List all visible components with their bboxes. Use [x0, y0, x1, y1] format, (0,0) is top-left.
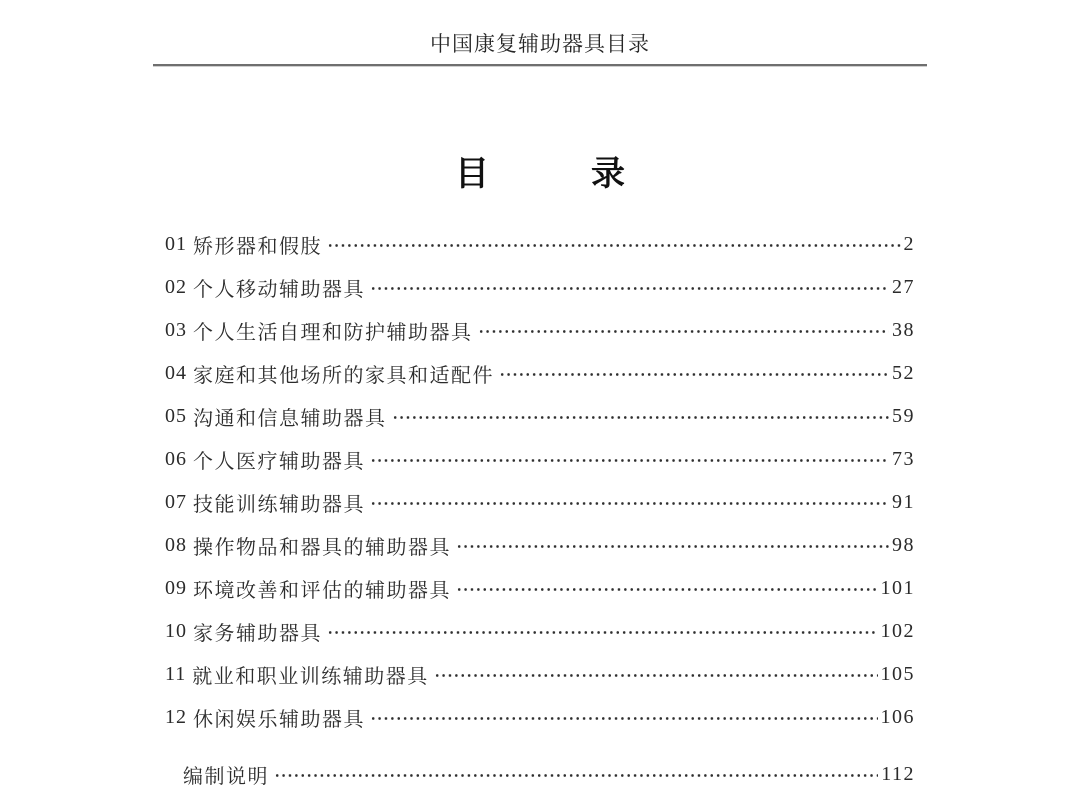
toc-entry — [165, 309, 915, 352]
toc-entry-page: 59 — [892, 405, 915, 427]
dot-leader — [392, 416, 890, 419]
appendix-page: 112 — [881, 763, 915, 785]
toc-entry — [165, 524, 915, 567]
toc-entry-page: 102 — [880, 620, 915, 642]
toc-entry-title: 矫形器和假肢 — [193, 236, 322, 258]
toc-entry — [165, 438, 915, 481]
toc-entry-title: 个人医疗辅助器具 — [193, 451, 365, 473]
toc-entry-title: 技能训练辅助器具 — [193, 494, 365, 516]
toc-entry-page: 106 — [880, 706, 915, 728]
dot-leader — [274, 774, 878, 777]
toc-entry — [165, 266, 915, 309]
dot-leader — [434, 674, 878, 677]
dot-leader — [456, 545, 889, 548]
dot-leader — [327, 631, 878, 634]
toc-entry — [165, 610, 915, 653]
toc-entry-page: 98 — [892, 534, 915, 556]
appendix-title: 编制说明 — [183, 766, 269, 788]
toc-entry-number: 09 — [165, 577, 187, 599]
toc-entry-page: 91 — [892, 491, 915, 513]
toc-entry-number: 12 — [165, 706, 187, 728]
toc-entry-title: 家庭和其他场所的家具和适配件 — [193, 365, 494, 387]
toc-entry-number: 07 — [165, 491, 187, 513]
toc-entry — [165, 696, 915, 739]
toc-entry-number: 02 — [165, 276, 187, 298]
toc-entry-title: 就业和职业训练辅助器具 — [192, 666, 429, 688]
toc-entry-page: 73 — [892, 448, 915, 470]
toc-entry-number: 06 — [165, 448, 187, 470]
toc-entry-number: 01 — [165, 233, 187, 255]
toc-entry-page: 2 — [903, 233, 915, 255]
toc-entry-title: 家务辅助器具 — [193, 623, 322, 645]
toc-entry-title: 沟通和信息辅助器具 — [193, 408, 387, 430]
toc-entry-number: 04 — [165, 362, 187, 384]
toc-entry-page: 105 — [880, 663, 915, 685]
toc-entry-title: 休闲娱乐辅助器具 — [193, 709, 365, 731]
toc-entry-title: 个人移动辅助器具 — [193, 279, 365, 301]
toc-entry-number: 10 — [165, 620, 187, 642]
toc-entry-page: 52 — [892, 362, 915, 384]
toc-entry — [165, 223, 915, 266]
toc-entry-title: 环境改善和评估的辅助器具 — [193, 580, 451, 602]
toc-entry-number: 03 — [165, 319, 187, 341]
dot-leader — [370, 459, 889, 462]
toc-entry — [165, 395, 915, 438]
dot-leader — [370, 502, 889, 505]
toc-entry — [165, 352, 915, 395]
dot-leader — [499, 373, 889, 376]
toc-entry-page: 101 — [880, 577, 915, 599]
header-rule — [153, 64, 927, 67]
toc-entry-number: 11 — [165, 663, 187, 685]
toc-entry-title: 操作物品和器具的辅助器具 — [193, 537, 451, 559]
dot-leader — [478, 330, 890, 333]
toc-entry — [165, 481, 915, 524]
toc-list — [165, 223, 915, 796]
toc-entry — [165, 653, 915, 696]
dot-leader — [370, 287, 889, 290]
toc-entry-number: 08 — [165, 534, 187, 556]
toc-appendix-entry — [165, 753, 915, 796]
dot-leader — [327, 244, 901, 247]
toc-entry-page: 38 — [892, 319, 915, 341]
toc-entry — [165, 567, 915, 610]
toc-entry-number: 05 — [165, 405, 187, 427]
toc-entry-page: 27 — [892, 276, 915, 298]
dot-leader — [370, 717, 878, 720]
toc-entry-title: 个人生活自理和防护辅助器具 — [193, 322, 473, 344]
toc-title: 目 录 — [455, 156, 625, 193]
dot-leader — [456, 588, 878, 591]
running-header-title: 中国康复辅助器具目录 — [430, 32, 650, 56]
